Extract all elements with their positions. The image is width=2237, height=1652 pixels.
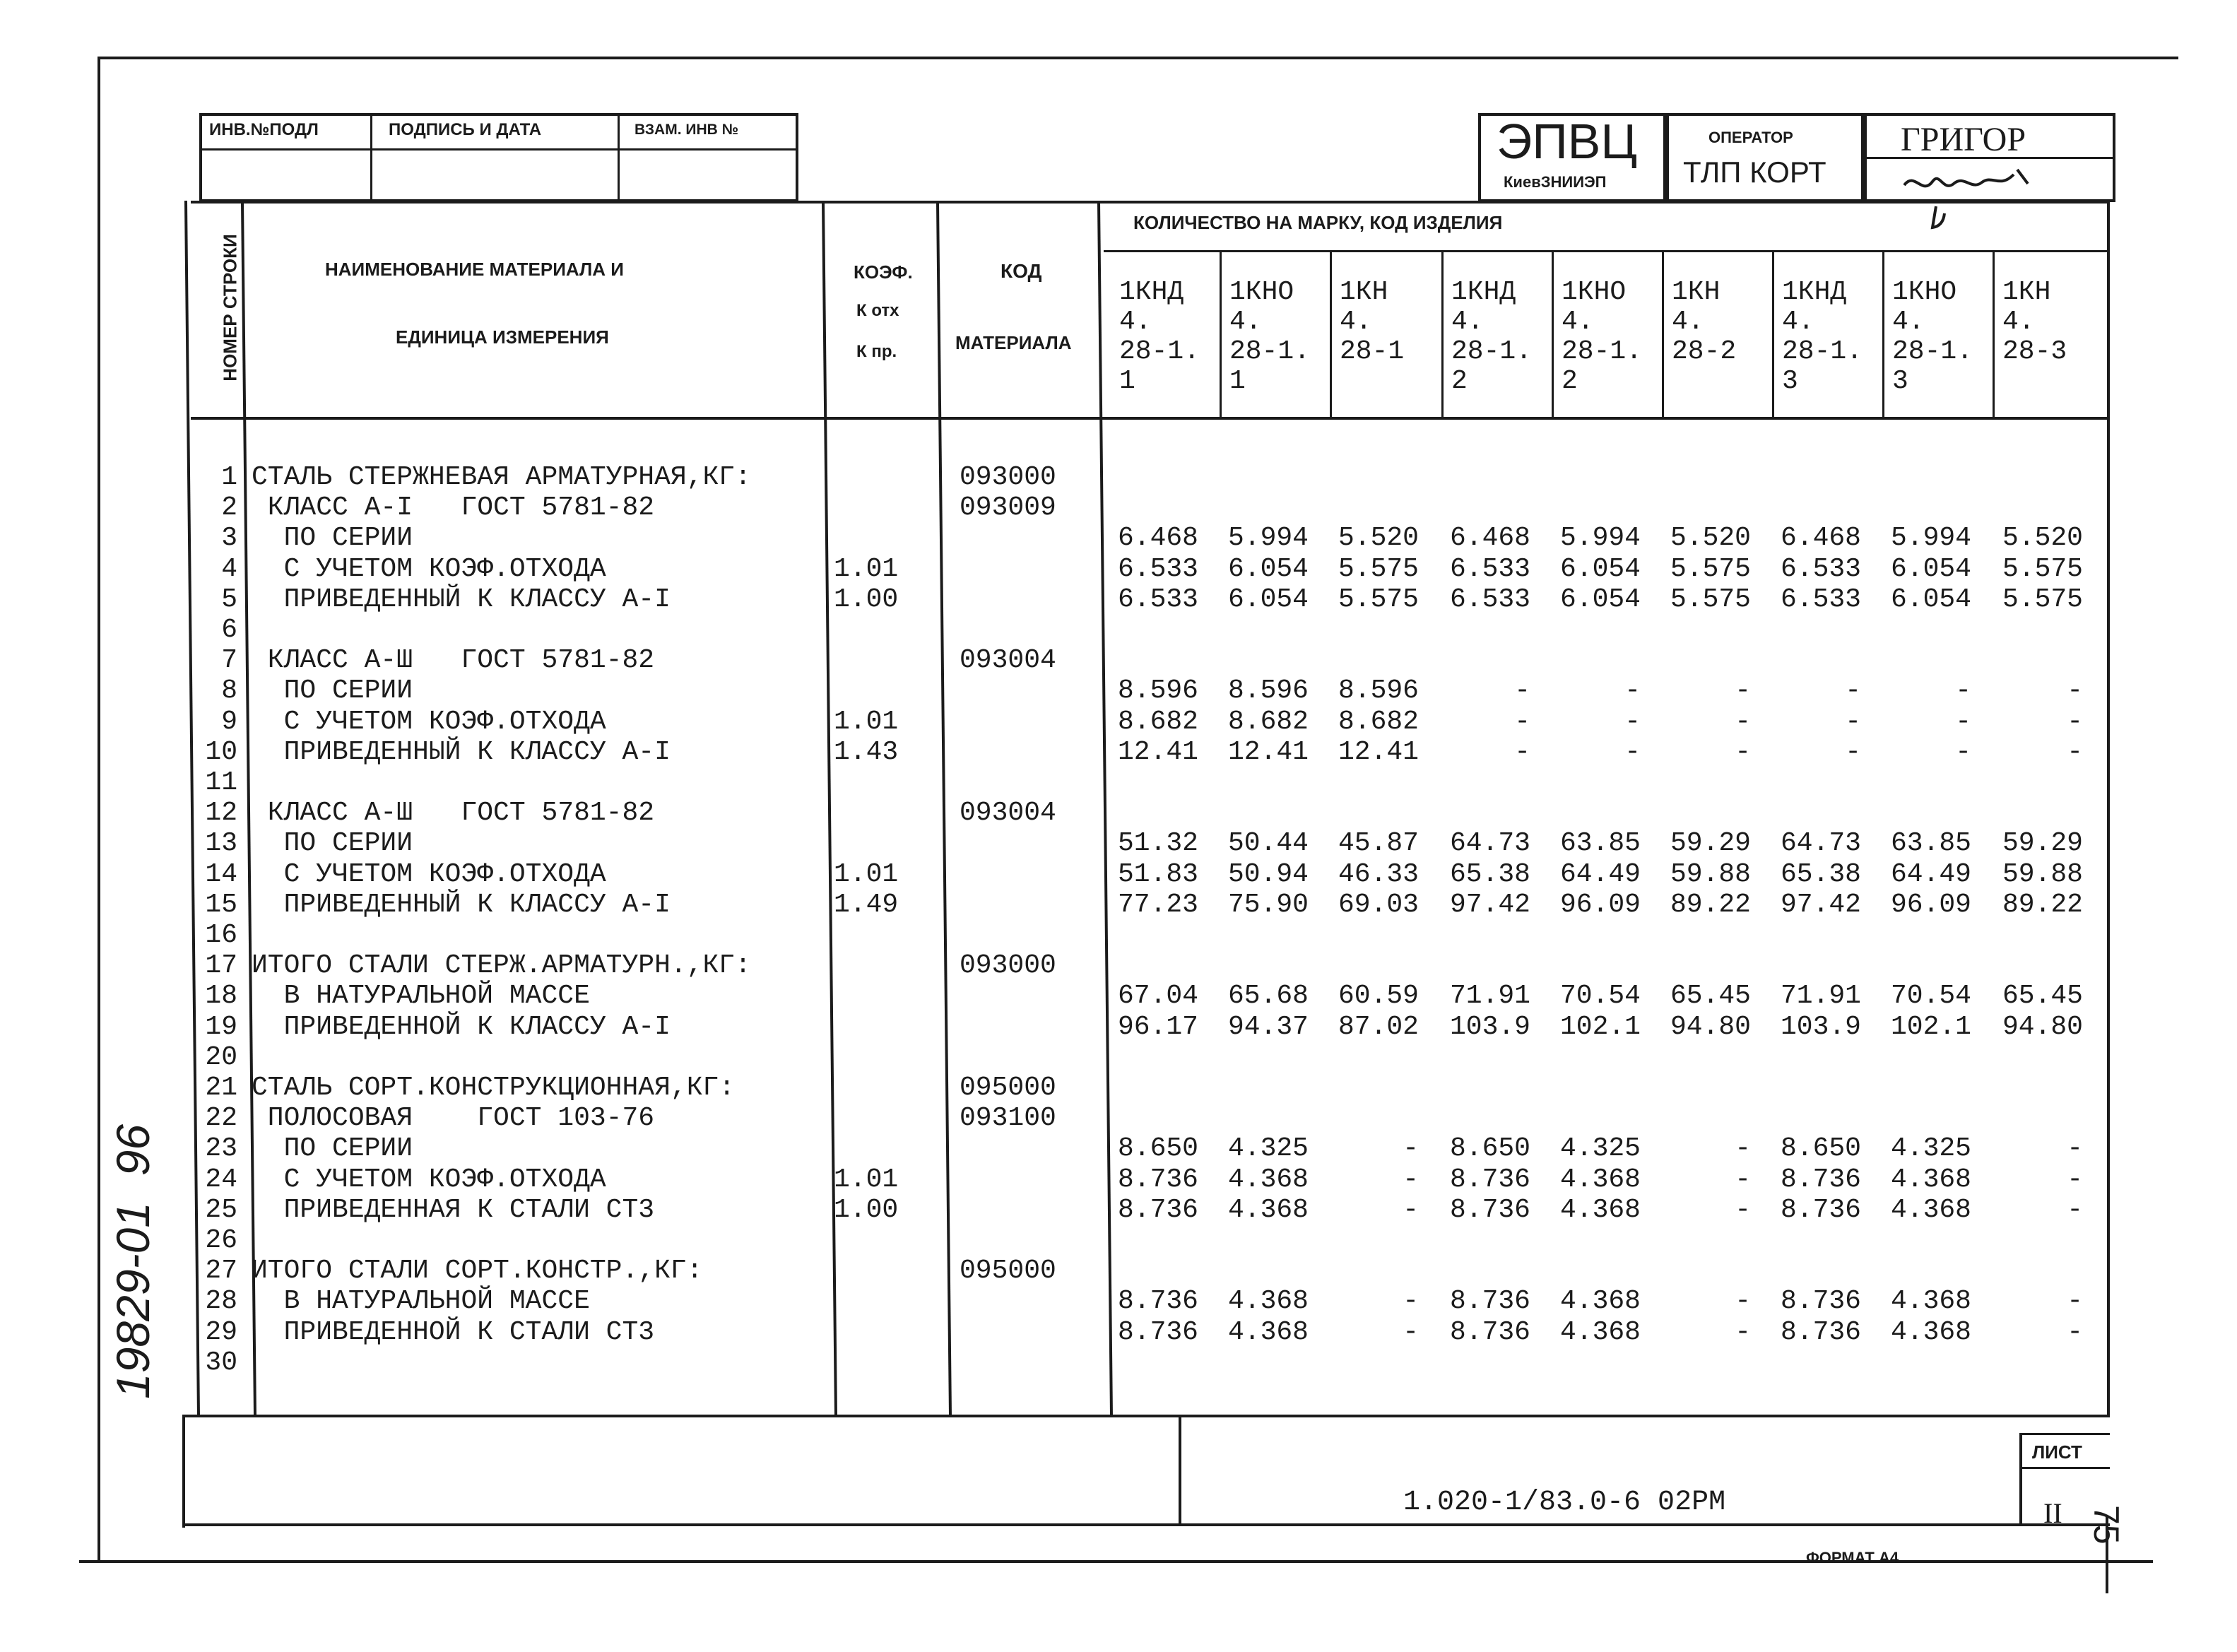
quantity-cell: - bbox=[1735, 1194, 1751, 1225]
row-number: 13 bbox=[205, 828, 237, 859]
quantity-cell: 4.368 bbox=[1227, 1286, 1309, 1317]
quantity-cell: 64.49 bbox=[1559, 859, 1641, 890]
signature-scribble bbox=[1894, 157, 2035, 235]
quantity-title: КОЛИЧЕСТВО НА МАРКУ, КОД ИЗДЕЛИЯ bbox=[1133, 212, 1503, 233]
row-number-header: НОМЕР СТРОКИ bbox=[219, 234, 241, 382]
quantity-cell: 8.736 bbox=[1117, 1316, 1198, 1347]
material-name: ПРИВЕДЕННАЯ К СТАЛИ СТ3 bbox=[252, 1194, 655, 1225]
sheet-box-left bbox=[2019, 1433, 2022, 1526]
row-number: 25 bbox=[205, 1194, 237, 1225]
quantity-cell: 87.02 bbox=[1338, 1011, 1419, 1042]
row-number: 11 bbox=[205, 767, 237, 798]
material-name: ПРИВЕДЕННОЙ К СТАЛИ СТ3 bbox=[252, 1316, 655, 1347]
quantity-cell: - bbox=[1735, 736, 1751, 767]
product-code-header-line: 4. bbox=[2002, 307, 2035, 337]
quantity-cell: 6.533 bbox=[1449, 584, 1530, 615]
quantity-cell: 4.325 bbox=[1890, 1133, 1971, 1164]
quantity-cell: 97.42 bbox=[1449, 889, 1530, 920]
product-code-header-line: 1 bbox=[1229, 366, 1246, 396]
quantity-cell: 69.03 bbox=[1338, 889, 1419, 920]
quantity-cell: - bbox=[1735, 1133, 1751, 1164]
org-name: ЭПВЦ bbox=[1497, 114, 1638, 169]
quantity-cell: 59.29 bbox=[2002, 828, 2083, 859]
quantity-cell: 75.90 bbox=[1227, 889, 1309, 920]
quantity-cell: - bbox=[1735, 1286, 1751, 1317]
product-code-header-line: 1КНО bbox=[1562, 277, 1627, 307]
product-code-header-line: 28-1 bbox=[1340, 336, 1405, 367]
quantity-cell: - bbox=[2067, 1286, 2083, 1317]
quantity-cell: 65.38 bbox=[1449, 859, 1530, 890]
quantity-cell: 96.09 bbox=[1890, 889, 1971, 920]
material-code: 093009 bbox=[960, 492, 1056, 524]
stamp-left-vline1 bbox=[370, 113, 372, 199]
quantity-cell: 4.368 bbox=[1227, 1316, 1309, 1347]
quantity-cell: 8.736 bbox=[1780, 1194, 1861, 1225]
qty-col-sep-4 bbox=[1552, 250, 1554, 418]
quantity-cell: 5.575 bbox=[2002, 584, 2083, 615]
quantity-cell: 65.45 bbox=[1670, 981, 1751, 1012]
operator-value: ТЛП КОРТ bbox=[1683, 155, 1826, 189]
col-line-code bbox=[936, 201, 952, 1417]
product-code-header-line: 28-1. bbox=[1119, 336, 1200, 367]
quantity-cell: 8.596 bbox=[1227, 675, 1309, 707]
quantity-cell: 8.736 bbox=[1449, 1194, 1530, 1225]
code-header-2: МАТЕРИАЛА bbox=[955, 332, 1072, 353]
doc-code: 1.020-1/83.0-6 02РМ bbox=[1403, 1487, 1726, 1518]
sheet-label: ЛИСТ bbox=[2032, 1441, 2082, 1463]
product-code-header-line: 3 bbox=[1892, 366, 1908, 396]
row-number: 10 bbox=[205, 736, 237, 767]
quantity-cell: 6.468 bbox=[1780, 523, 1861, 554]
quantity-cell: 12.41 bbox=[1227, 736, 1309, 767]
quantity-cell: 63.85 bbox=[1559, 828, 1641, 859]
quantity-cell: 97.42 bbox=[1780, 889, 1861, 920]
coef-value: 1.00 bbox=[834, 584, 899, 615]
row-number: 28 bbox=[205, 1286, 237, 1317]
quantity-cell: - bbox=[2067, 1316, 2083, 1347]
quantity-cell: 4.368 bbox=[1227, 1194, 1309, 1225]
product-code-header-line: 28-1. bbox=[1562, 336, 1643, 367]
material-name: ПО СЕРИИ bbox=[252, 675, 413, 707]
quantity-cell: 89.22 bbox=[2002, 889, 2083, 920]
vzam-inv-label: ВЗАМ. ИНВ № bbox=[634, 122, 739, 138]
quantity-cell: 51.83 bbox=[1117, 859, 1198, 890]
quantity-cell: 65.68 bbox=[1227, 981, 1309, 1012]
product-code-header-line: 1КНД bbox=[1119, 277, 1184, 307]
product-code-header-line: 2 bbox=[1451, 366, 1468, 396]
qty-title-underline bbox=[1104, 250, 2110, 252]
row-number: 29 bbox=[205, 1316, 237, 1347]
col-line-coef bbox=[822, 201, 837, 1417]
stamp-left-vline2 bbox=[618, 113, 620, 199]
quantity-cell: 5.994 bbox=[1559, 523, 1641, 554]
quantity-cell: 102.1 bbox=[1559, 1011, 1641, 1042]
operator-label: ОПЕРАТОР bbox=[1708, 129, 1793, 146]
product-code-header-line: 4. bbox=[1451, 307, 1484, 337]
qty-col-sep-3 bbox=[1441, 250, 1444, 418]
quantity-cell: - bbox=[1514, 736, 1530, 767]
quantity-cell: 77.23 bbox=[1117, 889, 1198, 920]
product-code-header-line: 1КН bbox=[1672, 277, 1720, 307]
quantity-cell: 59.29 bbox=[1670, 828, 1751, 859]
quantity-cell: 6.468 bbox=[1449, 523, 1530, 554]
qty-col-sep-8 bbox=[1993, 250, 1995, 418]
quantity-cell: - bbox=[1624, 736, 1641, 767]
quantity-cell: 4.368 bbox=[1890, 1194, 1971, 1225]
quantity-cell: 102.1 bbox=[1890, 1011, 1971, 1042]
inv-podl-label: ИНВ.№ПОДЛ bbox=[209, 120, 319, 139]
quantity-cell: 8.736 bbox=[1449, 1316, 1530, 1347]
coef-value: 1.49 bbox=[834, 889, 899, 920]
product-code-header-line: 3 bbox=[1782, 366, 1798, 396]
quantity-cell: 8.736 bbox=[1449, 1286, 1530, 1317]
quantity-cell: 71.91 bbox=[1449, 981, 1530, 1012]
quantity-cell: 8.650 bbox=[1117, 1133, 1198, 1164]
material-name: ПРИВЕДЕННОЙ К КЛАССУ А-I bbox=[252, 1011, 671, 1042]
quantity-cell: - bbox=[1514, 706, 1530, 737]
quantity-cell: - bbox=[2067, 675, 2083, 707]
quantity-cell: 8.650 bbox=[1780, 1133, 1861, 1164]
quantity-cell: 5.575 bbox=[1338, 584, 1419, 615]
quantity-cell: 6.054 bbox=[1890, 584, 1971, 615]
quantity-cell: 12.41 bbox=[1117, 736, 1198, 767]
quantity-cell: 5.575 bbox=[1670, 553, 1751, 584]
row-number: 12 bbox=[205, 798, 237, 829]
coef-value: 1.01 bbox=[834, 553, 899, 584]
product-code-header-line: 28-1. bbox=[1451, 336, 1533, 367]
quantity-cell: - bbox=[2067, 706, 2083, 737]
material-name: ИТОГО СТАЛИ СТЕРЖ.АРМАТУРН.,КГ: bbox=[252, 950, 751, 981]
org-sub: КиевЗНИИЭП bbox=[1504, 173, 1607, 191]
quantity-cell: 6.533 bbox=[1117, 584, 1198, 615]
quantity-cell: 8.736 bbox=[1780, 1164, 1861, 1195]
row-number: 4 bbox=[221, 553, 237, 584]
quantity-cell: - bbox=[1735, 675, 1751, 707]
quantity-cell: 46.33 bbox=[1338, 859, 1419, 890]
material-code: 093000 bbox=[960, 950, 1056, 981]
quantity-cell: 8.682 bbox=[1117, 706, 1198, 737]
quantity-cell: - bbox=[1624, 675, 1641, 707]
row-number: 8 bbox=[221, 675, 237, 707]
quantity-cell: 45.87 bbox=[1338, 828, 1419, 859]
material-code: 093000 bbox=[960, 462, 1056, 492]
podpis-data-label: ПОДПИСЬ И ДАТА bbox=[389, 120, 542, 139]
outer-frame-left bbox=[98, 57, 100, 1562]
product-code-header-line: 1КН bbox=[2002, 277, 2051, 307]
row-number: 16 bbox=[205, 920, 237, 950]
row-number: 17 bbox=[205, 950, 237, 981]
quantity-cell: - bbox=[2067, 1194, 2083, 1225]
quantity-cell: - bbox=[1735, 1316, 1751, 1347]
material-name: С УЧЕТОМ КОЭФ.ОТХОДА bbox=[252, 1164, 606, 1195]
material-name: ПРИВЕДЕННЫЙ К КЛАССУ А-I bbox=[252, 736, 671, 767]
col-line-qty bbox=[1097, 201, 1113, 1417]
quantity-cell: 8.736 bbox=[1117, 1286, 1198, 1317]
material-name: СТАЛЬ СОРТ.КОНСТРУКЦИОННАЯ,КГ: bbox=[252, 1073, 736, 1103]
quantity-cell: 96.09 bbox=[1559, 889, 1641, 920]
quantity-cell: 6.054 bbox=[1890, 553, 1971, 584]
material-code: 093004 bbox=[960, 798, 1056, 829]
product-code-header-line: 4. bbox=[1562, 307, 1594, 337]
quantity-cell: 12.41 bbox=[1338, 736, 1419, 767]
material-code: 093100 bbox=[960, 1103, 1056, 1134]
quantity-cell: - bbox=[1403, 1316, 1419, 1347]
row-number: 27 bbox=[205, 1256, 237, 1287]
quantity-cell: 70.54 bbox=[1890, 981, 1971, 1012]
product-code-header-line: 4. bbox=[1229, 307, 1262, 337]
quantity-cell: 5.994 bbox=[1890, 523, 1971, 554]
product-code-header-line: 4. bbox=[1782, 307, 1814, 337]
product-code-header-line: 28-2 bbox=[1672, 336, 1737, 367]
quantity-cell: 89.22 bbox=[1670, 889, 1751, 920]
coef-value: 1.01 bbox=[834, 1164, 899, 1195]
code-header-1: КОД bbox=[1001, 260, 1042, 282]
quantity-cell: 59.88 bbox=[2002, 859, 2083, 890]
quantity-cell: 59.88 bbox=[1670, 859, 1751, 890]
material-code: 095000 bbox=[960, 1256, 1056, 1287]
material-name: С УЧЕТОМ КОЭФ.ОТХОДА bbox=[252, 859, 606, 890]
qty-col-sep-2 bbox=[1330, 250, 1332, 418]
stamp-left-hline bbox=[199, 148, 796, 151]
row-number: 2 bbox=[221, 492, 237, 524]
material-name: ПО СЕРИИ bbox=[252, 828, 413, 859]
product-code-header-line: 28-1. bbox=[1229, 336, 1311, 367]
product-code-header-line: 4. bbox=[1892, 307, 1925, 337]
row-number: 14 bbox=[205, 859, 237, 890]
material-name: КЛАСС А-I ГОСТ 5781-82 bbox=[252, 492, 655, 524]
material-name: ПРИВЕДЕННЫЙ К КЛАССУ А-I bbox=[252, 889, 671, 920]
quantity-cell: - bbox=[2067, 1164, 2083, 1195]
material-name: ПО СЕРИИ bbox=[252, 1133, 413, 1164]
quantity-cell: 8.736 bbox=[1117, 1194, 1198, 1225]
quantity-cell: 8.736 bbox=[1780, 1316, 1861, 1347]
sheet-number: II bbox=[2043, 1497, 2062, 1529]
quantity-cell: 5.520 bbox=[2002, 523, 2083, 554]
material-name: ПОЛОСОВАЯ ГОСТ 103-76 bbox=[252, 1103, 655, 1134]
row-number: 21 bbox=[205, 1073, 237, 1103]
material-name-header-2: ЕДИНИЦА ИЗМЕРЕНИЯ bbox=[396, 326, 609, 348]
quantity-cell: - bbox=[1403, 1164, 1419, 1195]
quantity-cell: 8.650 bbox=[1449, 1133, 1530, 1164]
quantity-cell: 5.575 bbox=[1338, 553, 1419, 584]
row-number: 26 bbox=[205, 1225, 237, 1256]
quantity-cell: - bbox=[1845, 706, 1861, 737]
quantity-cell: - bbox=[2067, 736, 2083, 767]
side-number: 75 bbox=[2087, 1505, 2126, 1545]
qty-col-sep-5 bbox=[1662, 250, 1664, 418]
material-name: КЛАСС А-Ш ГОСТ 5781-82 bbox=[252, 798, 655, 829]
quantity-cell: 6.468 bbox=[1117, 523, 1198, 554]
coef-value: 1.00 bbox=[834, 1194, 899, 1225]
footer-bottom-line bbox=[182, 1523, 2110, 1526]
quantity-cell: 70.54 bbox=[1559, 981, 1641, 1012]
row-number: 24 bbox=[205, 1164, 237, 1195]
outer-frame-top bbox=[98, 57, 2178, 59]
quantity-cell: - bbox=[1845, 736, 1861, 767]
quantity-cell: 6.533 bbox=[1449, 553, 1530, 584]
row-number: 22 bbox=[205, 1103, 237, 1134]
quantity-cell: - bbox=[1955, 706, 1971, 737]
row-number: 18 bbox=[205, 981, 237, 1012]
product-code-header-line: 1 bbox=[1119, 366, 1135, 396]
quantity-cell: 64.73 bbox=[1780, 828, 1861, 859]
coef-value: 1.01 bbox=[834, 706, 899, 737]
quantity-cell: 8.682 bbox=[1338, 706, 1419, 737]
qty-col-sep-1 bbox=[1220, 250, 1222, 418]
material-name: С УЧЕТОМ КОЭФ.ОТХОДА bbox=[252, 706, 606, 737]
quantity-cell: 50.94 bbox=[1227, 859, 1309, 890]
row-number: 19 bbox=[205, 1011, 237, 1042]
quantity-cell: 6.054 bbox=[1227, 584, 1309, 615]
quantity-cell: - bbox=[2067, 1133, 2083, 1164]
quantity-cell: 8.736 bbox=[1117, 1164, 1198, 1195]
product-code-header-line: 2 bbox=[1562, 366, 1578, 396]
material-name: В НАТУРАЛЬНОЙ МАССЕ bbox=[252, 1286, 590, 1317]
coef-header-3: К пр. bbox=[856, 342, 897, 361]
row-number: 3 bbox=[221, 523, 237, 554]
quantity-cell: 4.368 bbox=[1890, 1316, 1971, 1347]
material-name: С УЧЕТОМ КОЭФ.ОТХОДА bbox=[252, 553, 606, 584]
coef-value: 1.43 bbox=[834, 736, 899, 767]
quantity-cell: 4.368 bbox=[1559, 1316, 1641, 1347]
quantity-cell: 94.37 bbox=[1227, 1011, 1309, 1042]
quantity-cell: 64.73 bbox=[1449, 828, 1530, 859]
quantity-cell: - bbox=[1955, 675, 1971, 707]
quantity-cell: 65.38 bbox=[1780, 859, 1861, 890]
quantity-cell: - bbox=[1514, 675, 1530, 707]
quantity-cell: 50.44 bbox=[1227, 828, 1309, 859]
quantity-cell: - bbox=[1735, 1164, 1751, 1195]
material-name-header-1: НАИМЕНОВАНИЕ МАТЕРИАЛА И bbox=[325, 259, 624, 280]
product-code-header-line: 1КНД bbox=[1451, 277, 1516, 307]
quantity-cell: 103.9 bbox=[1449, 1011, 1530, 1042]
quantity-cell: 94.80 bbox=[2002, 1011, 2083, 1042]
quantity-cell: 71.91 bbox=[1780, 981, 1861, 1012]
quantity-cell: - bbox=[1403, 1194, 1419, 1225]
qty-col-sep-7 bbox=[1882, 250, 1884, 418]
quantity-cell: 5.520 bbox=[1670, 523, 1751, 554]
quantity-cell: 4.368 bbox=[1890, 1286, 1971, 1317]
quantity-cell: 8.682 bbox=[1227, 706, 1309, 737]
quantity-cell: 4.325 bbox=[1227, 1133, 1309, 1164]
quantity-cell: - bbox=[1735, 706, 1751, 737]
footer-mid-line bbox=[1179, 1415, 1181, 1526]
product-code-header-line: 1КНО bbox=[1892, 277, 1957, 307]
row-number: 20 bbox=[205, 1042, 237, 1073]
row-number: 9 bbox=[221, 706, 237, 737]
sheet-box-hline bbox=[2019, 1467, 2110, 1469]
table-header-bottom bbox=[191, 417, 2110, 420]
quantity-cell: 8.736 bbox=[1780, 1286, 1861, 1317]
quantity-cell: 4.368 bbox=[1559, 1194, 1641, 1225]
row-number: 1 bbox=[221, 462, 237, 492]
quantity-cell: 4.368 bbox=[1227, 1164, 1309, 1195]
material-name: ИТОГО СТАЛИ СОРТ.КОНСТР.,КГ: bbox=[252, 1256, 703, 1287]
table-top-line bbox=[191, 201, 2110, 203]
quantity-cell: 103.9 bbox=[1780, 1011, 1861, 1042]
product-code-header-line: 28-1. bbox=[1782, 336, 1863, 367]
quantity-cell: 94.80 bbox=[1670, 1011, 1751, 1042]
material-name: КЛАСС А-Ш ГОСТ 5781-82 bbox=[252, 645, 655, 676]
quantity-cell: 6.054 bbox=[1559, 553, 1641, 584]
quantity-cell: - bbox=[1845, 675, 1861, 707]
row-number: 7 bbox=[221, 645, 237, 676]
footer-top-line bbox=[182, 1415, 2110, 1417]
quantity-cell: 4.325 bbox=[1559, 1133, 1641, 1164]
quantity-cell: 6.533 bbox=[1117, 553, 1198, 584]
quantity-cell: 5.520 bbox=[1338, 523, 1419, 554]
quantity-cell: 8.596 bbox=[1117, 675, 1198, 707]
footer-left-line bbox=[182, 1415, 185, 1528]
quantity-cell: 8.736 bbox=[1449, 1164, 1530, 1195]
product-code-header-line: 4. bbox=[1119, 307, 1152, 337]
row-number: 6 bbox=[221, 615, 237, 645]
quantity-cell: 5.994 bbox=[1227, 523, 1309, 554]
row-number: 5 bbox=[221, 584, 237, 615]
table-right-line bbox=[2107, 201, 2110, 1416]
product-code-header-line: 28-1. bbox=[1892, 336, 1973, 367]
material-name: ПРИВЕДЕННЫЙ К КЛАССУ А-I bbox=[252, 584, 671, 615]
product-code-header-line: 28-3 bbox=[2002, 336, 2067, 367]
product-code-header-line: 4. bbox=[1340, 307, 1372, 337]
quantity-cell: 6.054 bbox=[1227, 553, 1309, 584]
vertical-stamp: 19829-01 96 bbox=[107, 1123, 159, 1399]
quantity-cell: - bbox=[1955, 736, 1971, 767]
qty-col-sep-6 bbox=[1772, 250, 1774, 418]
quantity-cell: 63.85 bbox=[1890, 828, 1971, 859]
person-name: ГРИГОР bbox=[1901, 121, 2026, 158]
quantity-cell: - bbox=[1403, 1286, 1419, 1317]
product-code-header-line: 1КН bbox=[1340, 277, 1388, 307]
quantity-cell: 96.17 bbox=[1117, 1011, 1198, 1042]
quantity-cell: 5.575 bbox=[2002, 553, 2083, 584]
product-code-header-line: 4. bbox=[1672, 307, 1704, 337]
quantity-cell: - bbox=[1624, 706, 1641, 737]
quantity-cell: - bbox=[1403, 1133, 1419, 1164]
quantity-cell: 51.32 bbox=[1117, 828, 1198, 859]
quantity-cell: 64.49 bbox=[1890, 859, 1971, 890]
row-number: 23 bbox=[205, 1133, 237, 1164]
quantity-cell: 6.054 bbox=[1559, 584, 1641, 615]
quantity-cell: 65.45 bbox=[2002, 981, 2083, 1012]
product-code-header-line: 1КНО bbox=[1229, 277, 1294, 307]
format-label: ФОРМАТ А4 bbox=[1806, 1549, 1899, 1567]
quantity-cell: 67.04 bbox=[1117, 981, 1198, 1012]
material-name: ПО СЕРИИ bbox=[252, 523, 413, 554]
coef-header-2: К отх bbox=[856, 301, 899, 320]
quantity-cell: 4.368 bbox=[1559, 1164, 1641, 1195]
row-number: 15 bbox=[205, 889, 237, 920]
quantity-cell: 6.533 bbox=[1780, 553, 1861, 584]
quantity-cell: 8.596 bbox=[1338, 675, 1419, 707]
quantity-cell: 4.368 bbox=[1559, 1286, 1641, 1317]
quantity-cell: 5.575 bbox=[1670, 584, 1751, 615]
sheet-box-top bbox=[2019, 1433, 2110, 1435]
quantity-cell: 6.533 bbox=[1780, 584, 1861, 615]
product-code-header-line: 1КНД bbox=[1782, 277, 1847, 307]
material-name: В НАТУРАЛЬНОЙ МАССЕ bbox=[252, 981, 590, 1012]
coef-header-1: КОЭФ. bbox=[854, 261, 913, 283]
material-code: 095000 bbox=[960, 1073, 1056, 1103]
material-code: 093004 bbox=[960, 645, 1056, 676]
material-name: СТАЛЬ СТЕРЖНЕВАЯ АРМАТУРНАЯ,КГ: bbox=[252, 462, 751, 492]
row-number: 30 bbox=[205, 1347, 237, 1378]
coef-value: 1.01 bbox=[834, 859, 899, 890]
quantity-cell: 4.368 bbox=[1890, 1164, 1971, 1195]
quantity-cell: 60.59 bbox=[1338, 981, 1419, 1012]
